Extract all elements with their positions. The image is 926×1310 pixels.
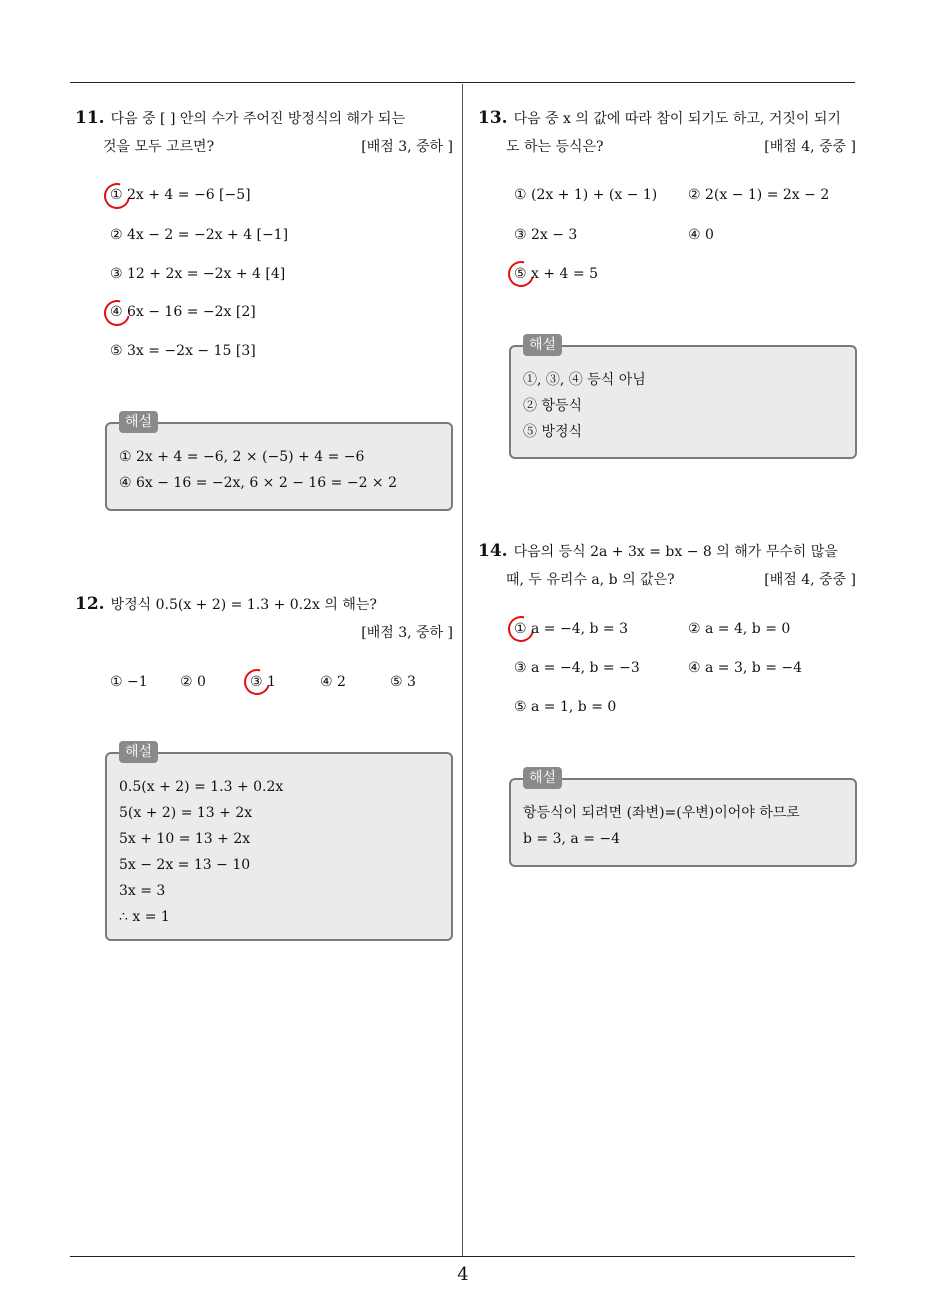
solution-line: 0.5(x + 2) = 1.3 + 0.2x (119, 779, 284, 795)
solution-line: 3x = 3 (119, 883, 166, 899)
solution-tag: 해설 (119, 411, 158, 433)
option-4[interactable]: ④ 2 (320, 674, 346, 690)
option-3[interactable]: ③ 1 (250, 674, 276, 690)
page-number: 4 (457, 1264, 469, 1285)
option-1[interactable]: ① (2x + 1) + (x − 1) (514, 187, 658, 203)
solution-line: ② 항등식 (523, 398, 583, 414)
option-3[interactable]: ③ 2x − 3 (514, 227, 578, 243)
score-meta: [배점 4, 중중 ] (764, 572, 856, 588)
solution-box (509, 770, 857, 867)
question-number: 14. (478, 541, 508, 561)
option-1[interactable]: ① 2x + 4 = −6 [−5] (110, 187, 251, 203)
score-meta: [배점 3, 중하 ] (361, 625, 453, 641)
solution-line: ① 2x + 4 = −6, 2 × (−5) + 4 = −6 (119, 449, 365, 465)
question-text: 다음 중 x 의 값에 따라 참이 되기도 하고, 거짓이 되기 (513, 111, 841, 127)
option-2[interactable]: ② 4x − 2 = −2x + 4 [−1] (110, 227, 289, 243)
option-5[interactable]: ⑤ a = 1, b = 0 (514, 699, 617, 715)
solution-tag: 해설 (523, 334, 562, 356)
solution-box (105, 744, 453, 941)
solution-line: ①, ③, ④ 등식 아님 (523, 372, 646, 388)
solution-line: 5x − 2x = 13 − 10 (119, 857, 251, 873)
column-divider (462, 84, 463, 1256)
solution-box (509, 337, 857, 459)
option-4[interactable]: ④ 0 (688, 227, 714, 243)
question-text: 때, 두 유리수 a, b 의 값은? (506, 572, 675, 588)
question-11 (75, 104, 453, 161)
option-2[interactable]: ② 0 (180, 674, 206, 690)
solution-line: 5x + 10 = 13 + 2x (119, 831, 251, 847)
option-2[interactable]: ② 2(x − 1) = 2x − 2 (688, 187, 830, 203)
option-5[interactable]: ⑤ x + 4 = 5 (514, 266, 598, 282)
option-1[interactable]: ① a = −4, b = 3 (514, 621, 629, 637)
option-4[interactable]: ④ a = 3, b = −4 (688, 660, 803, 676)
solution-line: b = 3, a = −4 (523, 831, 621, 847)
top-rule (70, 82, 855, 83)
score-meta: [배점 3, 중하 ] (361, 139, 453, 155)
question-12 (75, 590, 453, 647)
option-5[interactable]: ⑤ 3 (390, 674, 416, 690)
option-5[interactable]: ⑤ 3x = −2x − 15 [3] (110, 343, 256, 359)
option-3[interactable]: ③ a = −4, b = −3 (514, 660, 640, 676)
solution-line: ∴ x = 1 (119, 909, 170, 925)
option-2[interactable]: ② a = 4, b = 0 (688, 621, 791, 637)
question-number: 11. (75, 108, 105, 128)
question-14 (478, 537, 856, 594)
question-text: 다음의 등식 2a + 3x = bx − 8 의 해가 무수히 많을 (513, 544, 838, 560)
solution-line: 항등식이 되려면 (좌변)=(우변)이어야 하므로 (523, 805, 800, 821)
question-number: 13. (478, 108, 508, 128)
question-number: 12. (75, 594, 105, 614)
question-text: 방정식 0.5(x + 2) = 1.3 + 0.2x 의 해는? (110, 597, 377, 613)
solution-line: ④ 6x − 16 = −2x, 6 × 2 − 16 = −2 × 2 (119, 475, 398, 491)
option-3[interactable]: ③ 12 + 2x = −2x + 4 [4] (110, 266, 286, 282)
question-text: 도 하는 등식은? (506, 139, 604, 155)
score-meta: [배점 4, 중중 ] (764, 139, 856, 155)
bottom-rule (70, 1256, 855, 1257)
solution-tag: 해설 (119, 741, 158, 763)
option-4[interactable]: ④ 6x − 16 = −2x [2] (110, 304, 256, 320)
question-text: 것을 모두 고르면? (103, 139, 215, 155)
solution-tag: 해설 (523, 767, 562, 789)
solution-line: 5(x + 2) = 13 + 2x (119, 805, 253, 821)
question-text: 다음 중 [ ] 안의 수가 주어진 방정식의 해가 되는 (110, 111, 405, 127)
question-13 (478, 104, 856, 161)
option-1[interactable]: ① −1 (110, 674, 148, 690)
solution-box (105, 414, 453, 511)
solution-line: ⑤ 방정식 (523, 424, 583, 440)
